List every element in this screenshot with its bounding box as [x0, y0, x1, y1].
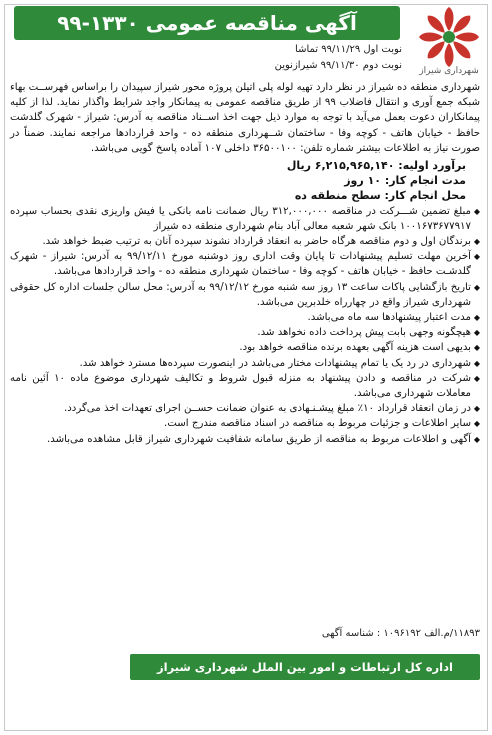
page-title: آگهی مناقصه عمومی ۱۳۳۰-۹۹	[14, 6, 400, 40]
list-item: ◆ در زمان انعقاد قرارداد ۱۰٪ مبلغ پیشـنـهادی به عنوان ضمانت حســن اجرای تعهدات اخذ می‌گردد.	[10, 401, 480, 416]
list-item: ◆ برندگان اول و دوم مناقصه هرگاه حاضر به انعقاد قرارداد نشوند سپرده آنان به ترتیب ضبط خواهد شد.	[10, 234, 480, 249]
list-item: ◆ هیچگونه وجهی بابت پیش پرداخت داده نخواهد شد.	[10, 325, 480, 340]
list-item: ◆ مبلغ تضمین شـــرکت در مناقصه ۳۱۲,۰۰۰,۰۰۰ ریال ضمانت نامه بانکی یا فیش واریزی نقدی بحساب سپرده ۱۰۰۱۶۷۳۶۷۷۹۱۷ بانک شهر شعبه معالی آباد بنام شهرداری منطقه ده شیراز	[10, 205, 480, 232]
list-item: ◆ تاریخ بازگشایی پاکات ساعت ۱۳ روز سه شنبه مورخ ۹۹/۱۲/۱۲ به آدرس: محل سالن جلسات اداره کل حقوقی شهرداری شیراز واقع در چهارراه خلدبرین می‌باشد.	[10, 281, 480, 308]
estimate-line: برآورد اولیه: ۶,۲۱۵,۹۶۵,۱۴۰ ریال	[286, 159, 466, 173]
diamond-bullet-icon: ◆	[473, 404, 480, 414]
diamond-bullet-icon: ◆	[473, 313, 480, 323]
diamond-bullet-icon: ◆	[473, 343, 480, 353]
list-item: ◆ آگهی و اطلاعات مربوط به مناقصه از طریق سامانه شفافیت شهرداری شیراز قابل مشاهده می‌باشد.	[10, 432, 480, 447]
list-item: ◆ مدت اعتبار پیشنهادها سه ماه می‌باشد.	[10, 310, 480, 325]
diamond-bullet-icon: ◆	[473, 328, 480, 338]
diamond-bullet-icon: ◆	[473, 206, 480, 216]
diamond-bullet-icon: ◆	[473, 358, 480, 368]
list-item: ◆ شهرداری در رد یک یا تمام پیشنهادات مختار می‌باشد در اینصورت سپرده‌ها مسترد خواهد شد.	[10, 356, 480, 371]
diamond-bullet-icon: ◆	[473, 373, 480, 383]
second-publication-notice: نوبت دوم ۹۹/۱۱/۳۰ شیرازنوین	[274, 60, 402, 71]
diamond-bullet-icon: ◆	[473, 419, 480, 429]
list-item: ◆ آخرین مهلت تسلیم پیشنهادات تا پایان وقت اداری روز دوشنبه مورخ ۹۹/۱۲/۱۱ به آدرس: شیراز - شهرک گلدشـت حافظ - خیابان هاتف - کوچه وفا - ساختمان شهرداری منطقه ده - واحد قراردادها می‌باشد.	[10, 251, 480, 278]
list-item: ◆ سایر اطلاعات و جزئیات مربوط به مناقصه در اسناد مناقصه مندرج است.	[10, 416, 480, 431]
issuer-banner: اداره کل ارتباطات و امور بین الملل شهرداری شیراز	[130, 654, 480, 680]
notice-reference: ۱۱۸۹۳/م.الف ۱۰۹۶۱۹۲ : شناسه آگهی	[321, 628, 480, 639]
diamond-bullet-icon: ◆	[473, 252, 480, 262]
conditions-list	[10, 204, 480, 447]
location-line: محل انجام کار: سطح منطقه ده	[294, 189, 466, 203]
shiraz-municipality-logo	[416, 4, 482, 70]
list-item: ◆ شرکت در مناقصه و دادن پیشنهاد به منزله قبول شروط و تکالیف شهرداری موضوع ماده ۱۰ آئین نامه معاملات شهرداری می‌باشد.	[10, 372, 480, 400]
diamond-bullet-icon: ◆	[473, 282, 480, 292]
summary-block	[10, 158, 480, 204]
duration-line: مدت انجام کار: ۱۰ روز	[344, 174, 466, 188]
list-item: ◆ بدیهی است هزینه آگهی بعهده برنده مناقصه خواهد بود.	[10, 340, 480, 355]
diamond-bullet-icon: ◆	[473, 237, 480, 247]
logo-caption: شهرداری شیراز	[419, 66, 479, 76]
first-publication-notice: نوبت اول ۹۹/۱۱/۲۹ تماشا	[295, 44, 402, 55]
diamond-bullet-icon: ◆	[473, 434, 480, 444]
intro-paragraph: شهرداری منطقه ده شیراز در نظر دارد تهیه لوله پلی اتیلن پروژه محور شیراز سپیدان را براساس فهرســت بهاء شبکه جمع آوری و انتقال فاضلاب ۹۹ از طریق مناقصه عمومی به پیمانکار واجد شرایط واگذار نماید. لذا از کلیه پیمانکاران دعوت بعمل می‌آید با توجه به موارد ذیل جهت اخذ اســناد مناقصه به آدرس: شیراز - شهرک گلدشت حافظ - خیابان هاتف - کوچه وفا - ساختمان شــهرداری منطقه ده - واحد قراردادها مراجعه نمایند. ضمناً در صورت نیاز به اطلاعات بیشتر شماره تلفن: ۳۶۵۰۰۱۰۰ داخلی ۱۰۷ آماده پاسخ گویی می‌باشد.	[10, 82, 480, 154]
notice-body	[10, 80, 480, 447]
